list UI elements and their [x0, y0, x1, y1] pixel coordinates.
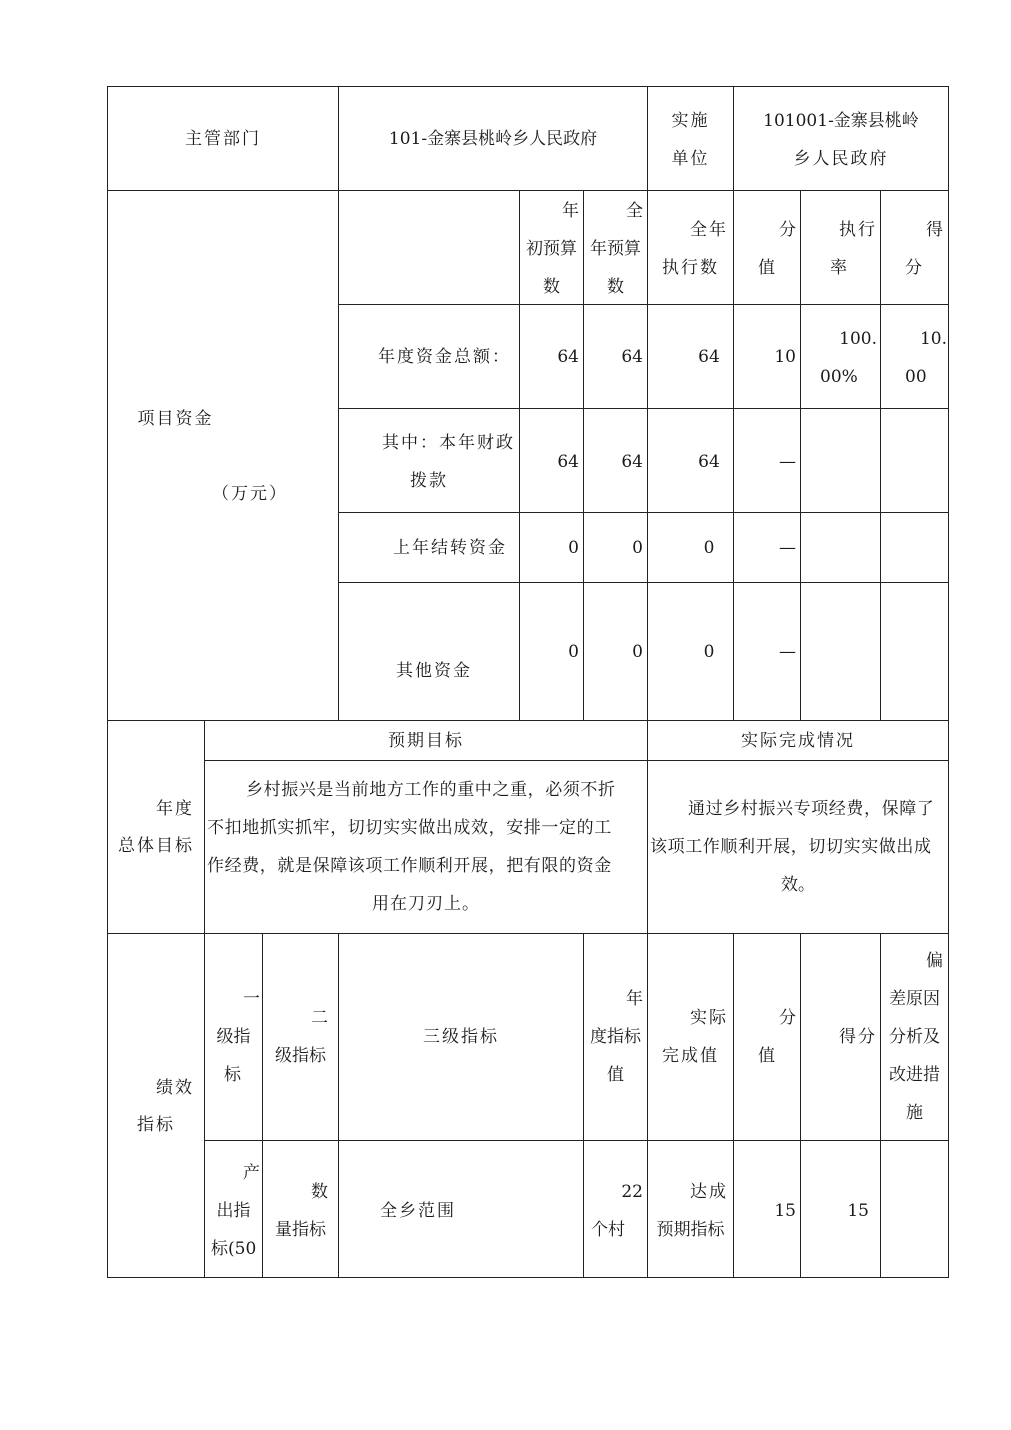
rule-funds-row3: [338, 582, 949, 583]
ind-row-level1-1: 产: [243, 1163, 260, 1183]
ind-h-deviation-4: 改进措: [889, 1065, 940, 1085]
expected-goal-line2: 不扣地抓实抓牢，切切实实做出成效，安排一定的工: [207, 818, 612, 838]
indicators-label-line1: 绩效: [156, 1078, 194, 1098]
ind-row-level2-2: 量指标: [275, 1220, 326, 1240]
ind-h-level3: 三级指标: [423, 1027, 499, 1047]
col-initial-budget-3: 数: [543, 277, 560, 297]
expected-goal-line4: 用在刀刃上。: [372, 894, 480, 914]
col-annual-budget-3: 数: [607, 277, 624, 297]
ind-row-score: 15: [847, 1201, 869, 1221]
col-initial-budget-2: 初预算: [526, 239, 577, 259]
fund-row1-name: 年度资金总额：: [378, 347, 511, 367]
indicators-label-line2: 指标: [137, 1115, 175, 1135]
expected-goal-line3: 作经费，就是保障该项工作顺利开展，把有限的资金: [207, 856, 612, 876]
rule-top: [107, 86, 949, 87]
fund-row4-initial: 0: [568, 642, 579, 662]
rule-header-bottom: [107, 190, 949, 191]
fund-row1-initial: 64: [557, 347, 579, 367]
ind-row-level1-2: 出指: [216, 1201, 251, 1221]
ind-h-deviation-1: 偏: [926, 951, 943, 971]
impl-label-line1: 实施: [671, 111, 710, 131]
ind-h-level1-3: 标: [224, 1065, 241, 1085]
expected-goal-header: 预期目标: [388, 731, 464, 751]
ind-h-level1-2: 级指: [216, 1027, 251, 1047]
dept-label: 主管部门: [185, 129, 261, 149]
actual-result-header: 实际完成情况: [741, 731, 855, 751]
rule-funds-row2: [338, 512, 949, 513]
ind-h-value-1: 分: [779, 1008, 796, 1028]
fund-row3-executed: 0: [703, 538, 715, 558]
col-value-2: 值: [758, 258, 775, 278]
rule-c880: [880, 190, 881, 721]
ind-h-deviation-3: 分析及: [889, 1027, 940, 1047]
fund-row1-score-1: 10.: [919, 329, 947, 349]
rule-funds-row1: [338, 408, 949, 409]
goals-label-line2: 总体目标: [118, 836, 194, 856]
fund-row2-executed: 64: [698, 452, 720, 472]
rule-funds-bottom: [107, 720, 949, 721]
ind-row-value: 15: [774, 1201, 796, 1221]
fund-row2-initial: 64: [557, 452, 579, 472]
fund-row2-name-2: 拨款: [410, 471, 448, 491]
col-rate-1: 执行: [839, 220, 877, 240]
funds-label-line2: （万元）: [212, 484, 288, 504]
ind-row-level1-3: 标(50: [211, 1239, 257, 1259]
funds-label-line1: 项目资金: [137, 409, 214, 429]
rule-goals-bottom: [107, 933, 949, 934]
rule-c338: [338, 86, 339, 721]
ind-h-actual-1: 实际: [690, 1008, 728, 1028]
rule-goals-header: [204, 760, 949, 761]
ind-h-deviation-5: 施: [906, 1103, 923, 1123]
rule-c338-ind: [338, 933, 339, 1278]
col-annual-budget-1: 全: [626, 201, 643, 221]
col-initial-budget-1: 年: [562, 201, 579, 221]
ind-h-score: 得分: [839, 1027, 877, 1047]
ind-row-target-2: 个村: [591, 1220, 625, 1240]
dept-value: 101-金寨县桃岭乡人民政府: [388, 129, 598, 149]
goals-label-line1: 年度: [156, 799, 194, 819]
rule-c733-top: [733, 86, 734, 721]
ind-h-value-2: 值: [758, 1046, 775, 1066]
actual-result-line1: 通过乡村振兴专项经费，保障了: [688, 799, 935, 819]
impl-value-line2: 乡人民政府: [793, 149, 889, 169]
col-value-1: 分: [779, 220, 796, 240]
fund-row4-name: 其他资金: [396, 661, 472, 681]
col-score-2: 分: [905, 258, 922, 278]
ind-h-target-3: 值: [607, 1065, 624, 1085]
actual-result-line2: 该项工作顺利开展，切切实实做出成: [650, 837, 932, 857]
rule-ind-header: [204, 1140, 949, 1141]
fund-row2-annual: 64: [621, 452, 643, 472]
ind-row-level2-1: 数: [311, 1182, 328, 1202]
rule-c800: [800, 190, 801, 721]
col-executed-1: 全年: [690, 220, 728, 240]
ind-row-level3: 全乡范围: [380, 1201, 456, 1221]
ind-h-target-2: 度指标: [590, 1027, 641, 1047]
actual-result-line3: 效。: [781, 875, 815, 895]
ind-row-actual-1: 达成: [690, 1182, 728, 1202]
fund-row2-name-1: 其中：本年财政: [382, 433, 515, 453]
ind-h-target-1: 年: [626, 989, 643, 1009]
expected-goal-line1: 乡村振兴是当前地方工作的重中之重，必须不折: [246, 780, 616, 800]
fund-row1-value: 10: [774, 347, 796, 367]
ind-h-deviation-2: 差原因: [889, 989, 940, 1009]
col-executed-2: 执行数: [662, 258, 719, 278]
fund-row1-score-2: 00: [905, 367, 927, 387]
col-rate-2: 率: [830, 258, 847, 278]
fund-row1-rate-2: 00%: [820, 367, 858, 387]
fund-row3-annual: 0: [632, 538, 643, 558]
fund-row3-name: 上年结转资金: [393, 538, 507, 558]
rule-bottom: [107, 1277, 949, 1278]
fund-row1-annual: 64: [621, 347, 643, 367]
col-score-1: 得: [926, 220, 943, 240]
ind-h-level2-2: 级指标: [275, 1046, 326, 1066]
fund-row4-annual: 0: [632, 642, 643, 662]
fund-row4-executed: 0: [703, 642, 715, 662]
fund-row1-rate-1: 100.: [839, 329, 877, 349]
col-annual-budget-2: 年预算: [590, 239, 641, 259]
ind-h-level1-1: 一: [243, 989, 260, 1009]
fund-row1-executed: 64: [698, 347, 720, 367]
fund-row4-value: —: [779, 642, 796, 662]
ind-row-target-1: 22: [621, 1182, 643, 1202]
impl-value-line1: 101001-金寨县桃岭: [763, 111, 919, 131]
rule-right: [948, 86, 949, 1278]
ind-row-actual-2: 预期指标: [656, 1220, 725, 1240]
fund-row3-value: —: [779, 538, 796, 558]
fund-row3-initial: 0: [568, 538, 579, 558]
ind-h-level2-1: 二: [311, 1008, 328, 1028]
impl-label-line2: 单位: [671, 149, 710, 169]
fund-row2-value: —: [779, 452, 796, 472]
ind-h-actual-2: 完成值: [662, 1046, 719, 1066]
